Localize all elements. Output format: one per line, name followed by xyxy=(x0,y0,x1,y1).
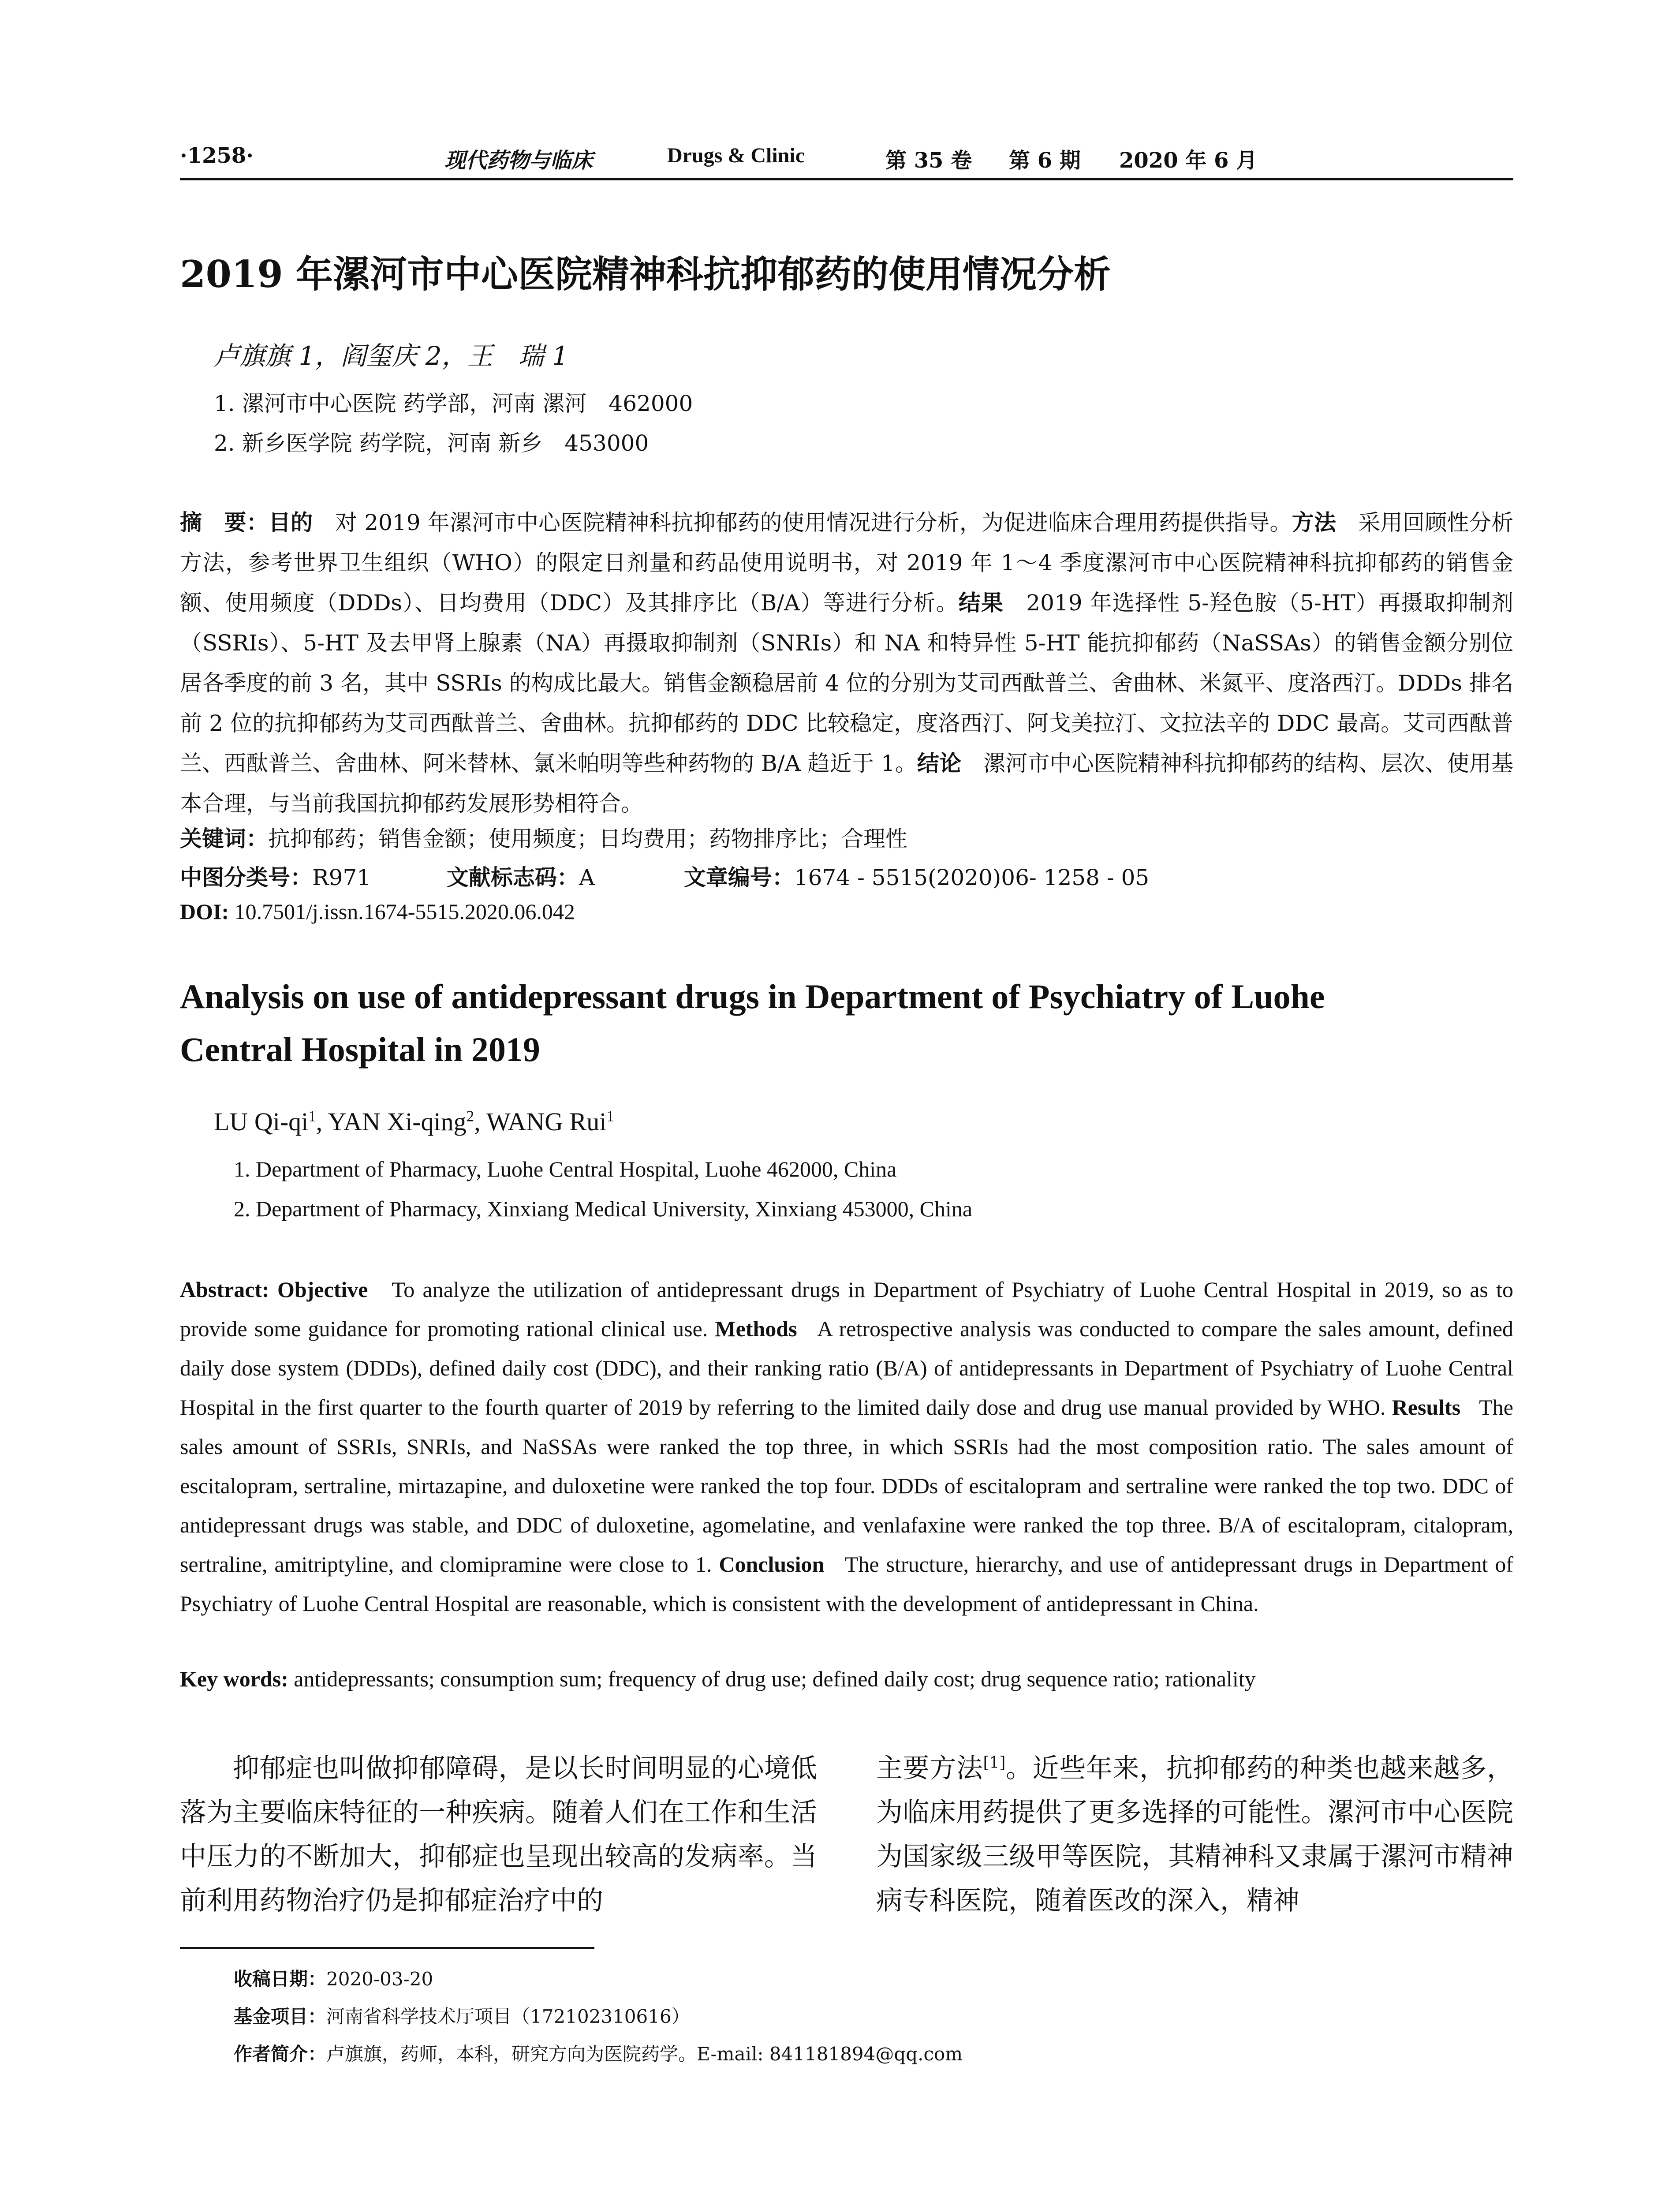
body-right-rest: 。近些年来，抗抑郁药的种类也越来越多，为临床用药提供了更多选择的可能性。漯河市中心医院为国家级三级甲等医院，其精神科又隶属于漯河市精神病专科医院，随着医改的深入，精神 xyxy=(876,1753,1514,1916)
conclusion-cn: 漯河市中心医院精神科抗抑郁药的结构、层次、使用基本合理，与当前我国抗抑郁药发展形势相符合。 xyxy=(180,751,1514,816)
conclusion-label-cn: 结论 xyxy=(917,751,962,776)
running-header xyxy=(180,139,1513,181)
abstract-cn-label: 摘 要： xyxy=(180,510,269,535)
article-title-en xyxy=(180,970,1513,1076)
methods-cn: 采用回顾性分析方法，参考世界卫生组织（WHO）的限定日剂量和药品使用说明书，对 2019 年 1～4 季度漯河市中心医院精神科抗抑郁药的销售金额、使用频度（DDDs）、日均费用（DDC）及其排序比（B/A）等进行分析。 xyxy=(180,510,1514,616)
fund-label: 基金项目： xyxy=(234,2006,327,2027)
keywords-en xyxy=(180,1666,1256,1692)
doi-value: 10.7501/j.issn.1674-5515.2020.06.042 xyxy=(234,899,575,924)
received-date: 2020-03-20 xyxy=(326,1968,433,1990)
conclusion-en: The structure, hierarchy, and use of antidepressant drugs in Department of Psychiatry of Luohe Central Hospital are reasonable, which is consistent with the development of antidepressant in China. xyxy=(180,1552,1513,1616)
footnote-received xyxy=(234,1965,433,1991)
issue: 第 6 期 xyxy=(1009,148,1081,173)
body-column-right xyxy=(876,1746,1513,1923)
results-en: The sales amount of SSRIs, SNRIs, and NaSSAs were ranked the top three, in which SSRIs had the most composition ratio. The sales amount of escitalopram, sertraline, mirtazapine, and duloxetine were ranked the top four. DDDs of escitalopram and sertraline were ranked the top two. DDC of antidepressant drugs was stable, and DDC of duloxetine, agomelatine, and venlafaxine were ranked the top three. B/A of escitalopram, citalopram, sertraline, amitriptyline, and clomipramine were close to 1. xyxy=(180,1395,1513,1577)
affiliation-en-2: 2. Department of Pharmacy, Xinxiang Medical University, Xinxiang 453000, China xyxy=(234,1196,973,1221)
clc-label: 中图分类号： xyxy=(180,865,312,890)
author-bio-label: 作者简介： xyxy=(234,2043,327,2065)
clc-value: R971 xyxy=(312,865,371,890)
affiliation-cn-2: 2. 新乡医学院 药学院，河南 新乡 453000 xyxy=(214,430,649,456)
doc-code-label: 文献标志码： xyxy=(446,865,579,890)
abstract-en-label: Abstract: xyxy=(180,1277,269,1302)
article-title-cn: 2019 年漯河市中心医院精神科抗抑郁药的使用情况分析 xyxy=(180,252,1111,296)
keywords-en-text: antidepressants; consumption sum; frequency of drug use; defined daily cost; drug sequence ratio; rationality xyxy=(294,1667,1256,1691)
footnote-fund xyxy=(234,2002,690,2029)
keywords-cn xyxy=(180,821,907,853)
results-label-en: Results xyxy=(1392,1395,1461,1420)
results-cn: 2019 年选择性 5-羟色胺（5-HT）再摄取抑制剂（SSRIs）、5-HT 及去甲肾上腺素（NA）再摄取抑制剂（SNRIs）和 NA 和特异性 5-HT 能抗抑郁药（NaSSAs）的销售金额分别位居各季度的前 3 名，其中 SSRIs 的构成比最大。销售金额稳居前 4 位的分别为艾司西酞普兰、舍曲林、米氮平、度洛西汀。DDDs 排名前 2 位的抗抑郁药为艾司西酞普兰、舍曲林。抗抑郁药的 DDC 比较稳定，度洛西汀、阿戈美拉汀、文拉法辛的 DDC 最高。艾司西酞普兰、西酞普兰、舍曲林、阿米替林、氯米帕明等些种药物的 B/A 趋近于 1。 xyxy=(180,590,1513,776)
doc-code-value: A xyxy=(579,865,595,890)
keywords-cn-text: 抗抑郁药；销售金额；使用频度；日均费用；药物排序比；合理性 xyxy=(268,826,907,852)
results-label-cn: 结果 xyxy=(958,590,1004,616)
body-column-left: 抑郁症也叫做抑郁障碍，是以长时间明显的心境低落为主要临床特征的一种疾病。随着人们在工作和生活中压力的不断加大，抑郁症也呈现出较高的发病率。当前利用药物治疗仍是抑郁症治疗中的 xyxy=(180,1753,817,1916)
authors-cn: 卢旗旗 1，阎玺庆 2，王 瑞 1 xyxy=(214,341,569,371)
abstract-cn xyxy=(180,503,1513,824)
article-number-label: 文章编号： xyxy=(683,865,794,890)
doi-label: DOI: xyxy=(180,899,229,924)
issue-date: 2020 年 6 月 xyxy=(1119,148,1258,173)
author-1-en: LU Qi-qi xyxy=(214,1107,309,1136)
footnote-rule xyxy=(180,1947,594,1949)
keywords-cn-label: 关键词： xyxy=(180,826,268,852)
author-3-affil: 1 xyxy=(606,1107,614,1125)
fund-text: 河南省科学技术厅项目（172102310616） xyxy=(326,2006,690,2027)
authors-en: LU $Qi-qi^1$, YAN Xi-qing$^2$, WANG Rui$^1$ xyxy=(214,1107,614,1136)
author-bio-text: 卢旗旗，药师，本科，研究方向为医院药学。E-mail: 841181894@qq.com xyxy=(326,2043,963,2065)
author-2-affil: 2 xyxy=(466,1107,474,1125)
affiliation-cn-1: 1. 漯河市中心医院 药学部，河南 漯河 462000 xyxy=(214,391,693,416)
title-en-line-1: Analysis on use of antidepressant drugs in Department of Psychiatry of Luohe xyxy=(180,977,1325,1016)
classification-line xyxy=(180,860,1149,892)
methods-label-en: Methods xyxy=(715,1316,797,1341)
journal-name-cn: 现代药物与临床 xyxy=(444,148,593,173)
author-1-affil: 1 xyxy=(308,1107,316,1125)
body-right-start: 主要方法 xyxy=(876,1753,983,1784)
objective-cn: 对 2019 年漯河市中心医院精神科抗抑郁药的使用情况进行分析，为促进临床合理用药提供指导。 xyxy=(335,510,1292,535)
methods-en: A retrospective analysis was conducted to compare the sales amount, defined daily dose system (DDDs), defined daily cost (DDC), and their ranking ratio (B/A) of antidepressants in Department of Psychiatry of Luohe Central Hospital in the first quarter to the fourth quarter of 2019 by referring to the limited daily dose and drug use manual provided by WHO. xyxy=(180,1316,1514,1420)
citation-1: [1] xyxy=(983,1754,1006,1772)
doi-line xyxy=(180,899,575,924)
objective-label-cn: 目的 xyxy=(269,510,313,535)
header-rule xyxy=(180,178,1513,180)
methods-label-cn: 方法 xyxy=(1292,510,1337,535)
page-number: ·1258· xyxy=(180,143,254,168)
keywords-en-label: Key words: xyxy=(180,1667,288,1691)
received-label: 收稿日期： xyxy=(234,1968,327,1990)
affiliation-en-1: 1. Department of Pharmacy, Luohe Central Hospital, Luohe 462000, China xyxy=(234,1157,897,1181)
author-2-en: YAN Xi-qing xyxy=(328,1107,467,1136)
objective-en: To analyze the utilization of antidepressant drugs in Department of Psychiatry of Luohe Central Hospital in 2019, so as to provide some guidance for promoting rational clinical use. xyxy=(180,1277,1513,1341)
conclusion-label-en: Conclusion xyxy=(719,1552,825,1577)
author-3-en: WANG Rui xyxy=(486,1107,607,1136)
title-en-line-2: Central Hospital in 2019 xyxy=(180,1030,540,1069)
abstract-en xyxy=(180,1270,1513,1623)
journal-name-en: Drugs & Clinic xyxy=(667,144,805,167)
volume: 第 35 卷 xyxy=(885,148,972,173)
objective-label-en: Objective xyxy=(277,1277,368,1302)
footnote-author xyxy=(234,2040,963,2066)
article-number-value: 1674 - 5515(2020)06- 1258 - 05 xyxy=(794,865,1150,890)
